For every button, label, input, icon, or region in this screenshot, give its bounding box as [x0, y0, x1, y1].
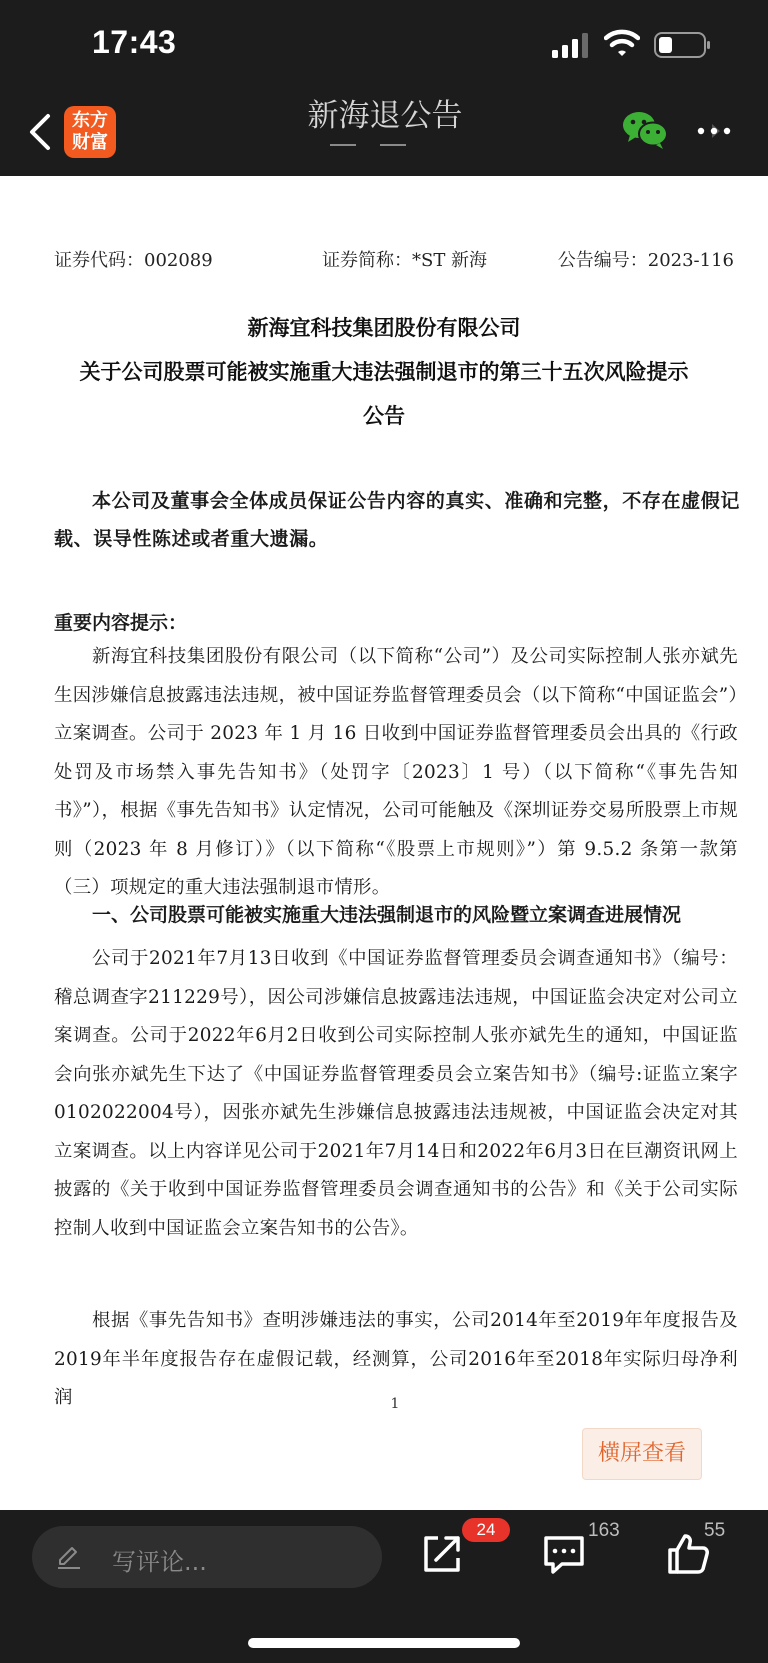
key-content-heading: 重要内容提示：: [54, 612, 188, 634]
key-content-paragraph: 新海宜科技集团股份有限公司（以下简称“公司”）及公司实际控制人张亦斌先生因涉嫌信息披露违法违规，被中国证券监督管理委员会（以下简称“中国证监会”）立案调查。公司于 2023 年 1 月 16 日收到中国证券监督管理委员会出具的《行政处罚及市场禁入事先告知书》（处罚字〔2023〕1 号）（以下简称“《事先告知书》”），根据《事先告知书》认定情况，公司可能触及《深圳证券交易所股票上市规则（2023 年 8 月修订）》（以下简称“《股票上市规则》”）第 9.5.2 条第一款第（三）项规定的重大违法强制退市情形。: [54, 646, 738, 898]
landscape-view-button[interactable]: 横屏查看: [582, 1428, 702, 1480]
signal-icon: [552, 32, 590, 58]
nav-bar: [0, 90, 768, 176]
announcement-number: 公告编号：2023-116: [557, 250, 734, 271]
comment-placeholder: 写评论...: [112, 1548, 207, 1576]
stock-abbreviation: 证券简称：*ST 新海: [322, 250, 488, 271]
nav-title-area: [240, 94, 530, 172]
stock-code: 证券代码：002089: [54, 250, 213, 271]
logo-line-2: 财富: [72, 132, 108, 153]
like-count: 55: [704, 1520, 726, 1541]
wechat-icon[interactable]: [622, 110, 668, 150]
document-meta: [54, 246, 734, 276]
status-bar: [0, 0, 768, 90]
document-title: [40, 306, 728, 438]
wifi-icon: [604, 28, 640, 58]
section-1-heading: 一、公司股票可能被实施重大违法强制退市的风险暨立案调查进展情况: [92, 904, 682, 926]
comment-icon[interactable]: [542, 1534, 586, 1576]
page-number: 1: [390, 1396, 400, 1412]
eastmoney-logo: [64, 106, 116, 158]
pen-icon: [56, 1544, 82, 1570]
comment-input[interactable]: [32, 1526, 382, 1588]
share-count-badge: 24: [462, 1518, 510, 1542]
section-1-paragraph-1: 公司于2021年7月13日收到《中国证券监督管理委员会调查通知书》（编号：稽总调查字211229号），因公司涉嫌信息披露违法违规，中国证监会决定对公司立案调查。公司于2022年6月2日收到公司实际控制人张亦斌先生的通知，中国证监会向张亦斌先生下达了《中国证券监督管理委员会立案告知书》（编号:证监立案字0102022004号），因张亦斌先生涉嫌信息披露违法违规被，中国证监会决定对其立案调查。以上内容详见公司于2021年7月14日和2022年6月3日在巨潮资讯网上披露的《关于收到中国证券监督管理委员会调查通知书的公告》和《关于公司实际控制人收到中国证监会立案告知书的公告》。: [54, 948, 738, 1239]
page-title: 新海退公告: [307, 98, 463, 134]
title-line-subject: 关于公司股票可能被实施重大违法强制退市的第三十五次风险提示: [79, 360, 689, 384]
announcement-document: [0, 176, 768, 1510]
share-icon[interactable]: [420, 1532, 464, 1576]
status-time: 17:43: [92, 24, 177, 60]
home-indicator: [248, 1638, 520, 1648]
comment-count: 163: [588, 1520, 620, 1541]
bottom-action-bar: [0, 1510, 768, 1663]
title-line-type: 公告: [363, 404, 405, 428]
title-subline-decoration: [330, 144, 420, 148]
board-statement: 本公司及董事会全体成员保证公告内容的真实、准确和完整，不存在虚假记载、误导性陈述或者重大遗漏。: [54, 490, 740, 550]
battery-icon: [654, 32, 712, 58]
back-icon[interactable]: [26, 110, 54, 154]
more-icon[interactable]: [696, 126, 732, 136]
title-line-company: 新海宜科技集团股份有限公司: [247, 316, 521, 340]
logo-line-1: 东方: [72, 110, 108, 131]
section-1-paragraph-2: 根据《事先告知书》查明涉嫌违法的事实，公司2014年至2019年年度报告及2019年半年度报告存在虚假记载，经测算，公司2016年至2018年实际归母净利润: [54, 1310, 738, 1408]
